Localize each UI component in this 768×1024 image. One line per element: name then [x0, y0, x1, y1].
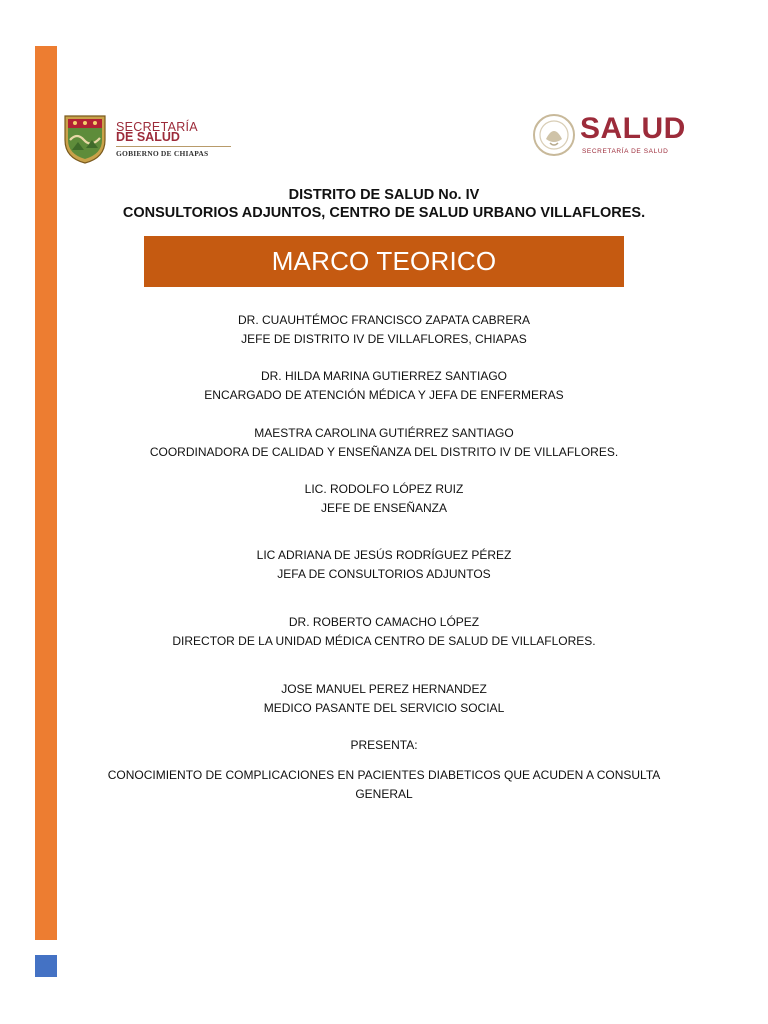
person-name: DR. ROBERTO CAMACHO LÓPEZ	[288, 615, 480, 629]
person-role: MEDICO PASANTE DEL SERVICIO SOCIAL	[263, 701, 505, 715]
person-role: JEFE DE ENSEÑANZA	[320, 501, 448, 515]
person-role: JEFA DE CONSULTORIOS ADJUNTOS	[277, 567, 491, 581]
salud-logo	[530, 110, 700, 166]
title-banner	[144, 236, 624, 287]
person-role: ENCARGADO DE ATENCIÓN MÉDICA Y JEFA DE ENFERMERAS	[204, 388, 564, 402]
person-name: LIC ADRIANA DE JESÚS RODRÍGUEZ PÉREZ	[256, 548, 512, 562]
person-name: DR. HILDA MARINA GUTIERREZ SANTIAGO	[260, 369, 508, 383]
logo-right-subtitle: SECRETARÍA DE SALUD	[582, 148, 669, 155]
person-role: COORDINADORA DE CALIDAD Y ENSEÑANZA DEL DISTRITO IV DE VILLAFLORES.	[149, 445, 619, 459]
logo-left-line1: SECRETARÍA	[116, 120, 198, 134]
logo-left-rule	[116, 146, 231, 147]
topic-line-1: CONOCIMIENTO DE COMPLICACIONES EN PACIENTES DIABETICOS QUE ACUDEN A CONSULTA	[107, 768, 661, 782]
national-seal-icon	[532, 113, 576, 157]
logo-right-title: SALUD	[580, 112, 686, 145]
chiapas-shield-icon	[62, 110, 108, 164]
logo-left-line3: GOBIERNO DE CHIAPAS	[116, 149, 209, 158]
person-role: JEFE DE DISTRITO IV DE VILLAFLORES, CHIAPAS	[241, 332, 527, 346]
chiapas-health-logo	[62, 110, 232, 166]
topic-line-2: GENERAL	[355, 787, 413, 801]
corner-square	[35, 955, 57, 977]
person-name: DR. CUAUHTÉMOC FRANCISCO ZAPATA CABRERA	[237, 313, 531, 327]
presenta-label: PRESENTA:	[350, 738, 418, 752]
clinic-heading: CONSULTORIOS ADJUNTOS, CENTRO DE SALUD URBANO VILLAFLORES.	[122, 205, 646, 221]
document-title: MARCO TEORICO	[271, 246, 497, 276]
district-heading: DISTRITO DE SALUD No. IV	[288, 187, 480, 203]
person-role: DIRECTOR DE LA UNIDAD MÉDICA CENTRO DE SALUD DE VILLAFLORES.	[172, 634, 596, 648]
logo-left-line2: DE SALUD	[116, 130, 180, 144]
person-name: JOSE MANUEL PEREZ HERNANDEZ	[281, 682, 487, 696]
person-name: MAESTRA CAROLINA GUTIÉRREZ SANTIAGO	[254, 426, 514, 440]
person-name: LIC. RODOLFO LÓPEZ RUIZ	[304, 482, 464, 496]
